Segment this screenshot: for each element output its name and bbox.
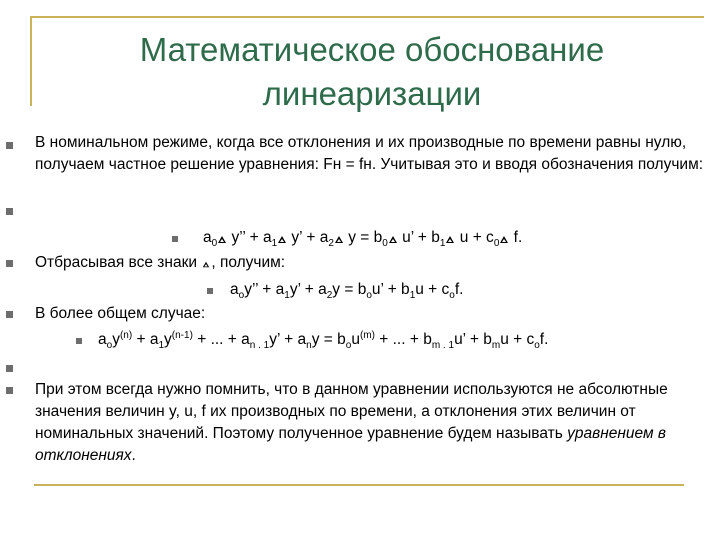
bullet-marker <box>6 311 13 318</box>
delta-icon <box>500 236 508 243</box>
equation-deviations-with-delta: $a_0$ y’’ + $a_1$ y’ + $a_2$ $y = b_0$ u’ + $b_1$ $u + c_0$ f. <box>203 229 523 250</box>
delta-icon <box>218 236 226 243</box>
delta-icon <box>278 236 286 243</box>
bullet-marker <box>172 236 178 242</box>
paragraph-drop-signs: Отбрасывая все знаки , получим: <box>35 254 286 271</box>
frame-bottom-line <box>34 484 684 486</box>
equation-linear-second-order: $a_oy$’’ + $a_1y$’ + $a_2y = b_ou$’ + $b_1u + c_of$. <box>230 281 464 302</box>
bullet-marker <box>6 142 13 149</box>
delta-icon <box>203 262 209 268</box>
equation-general-order: $a_oy^{(n)} + a_1y^{(n-1)}$ + ... + $a_{n . 1}y$’ + $a_ny = b_ou^{(m)}$ + ... + $b_{m . 1}u$’ + $b_mu + c_of$. <box>98 329 549 352</box>
paragraph-deviation-note: При этом всегда нужно помнить, что в данном уравнении используются не абсолютные значения величин y, u, f их производных по времени, а отклонения этих величин от номинальных значений. Поэтому полученное уравнение будем называть уравнением в отклонениях. <box>35 381 668 464</box>
delta-icon <box>335 236 343 243</box>
bullet-marker <box>76 338 82 344</box>
bullet-marker <box>6 365 13 372</box>
bullet-marker <box>207 288 213 294</box>
paragraph-general-case: В более общем случае: <box>35 305 206 322</box>
paragraph-nominal-mode: В номинальном режиме, когда все отклонения и их производные по времени равны нулю, получаем частное решение уравнения: Fн = fн. Учитывая это и вводя обозначения получим: <box>35 134 704 173</box>
bullet-marker <box>6 387 13 394</box>
delta-icon <box>446 236 454 243</box>
frame-top-line <box>30 16 704 18</box>
bullet-marker <box>6 208 13 215</box>
delta-icon <box>389 236 397 243</box>
slide-title <box>40 28 704 116</box>
bullet-marker <box>6 260 13 267</box>
title-line-2: линеаризации <box>262 75 482 112</box>
frame-left-line <box>30 16 32 106</box>
title-line-1: Математическое обоснование <box>139 31 605 68</box>
